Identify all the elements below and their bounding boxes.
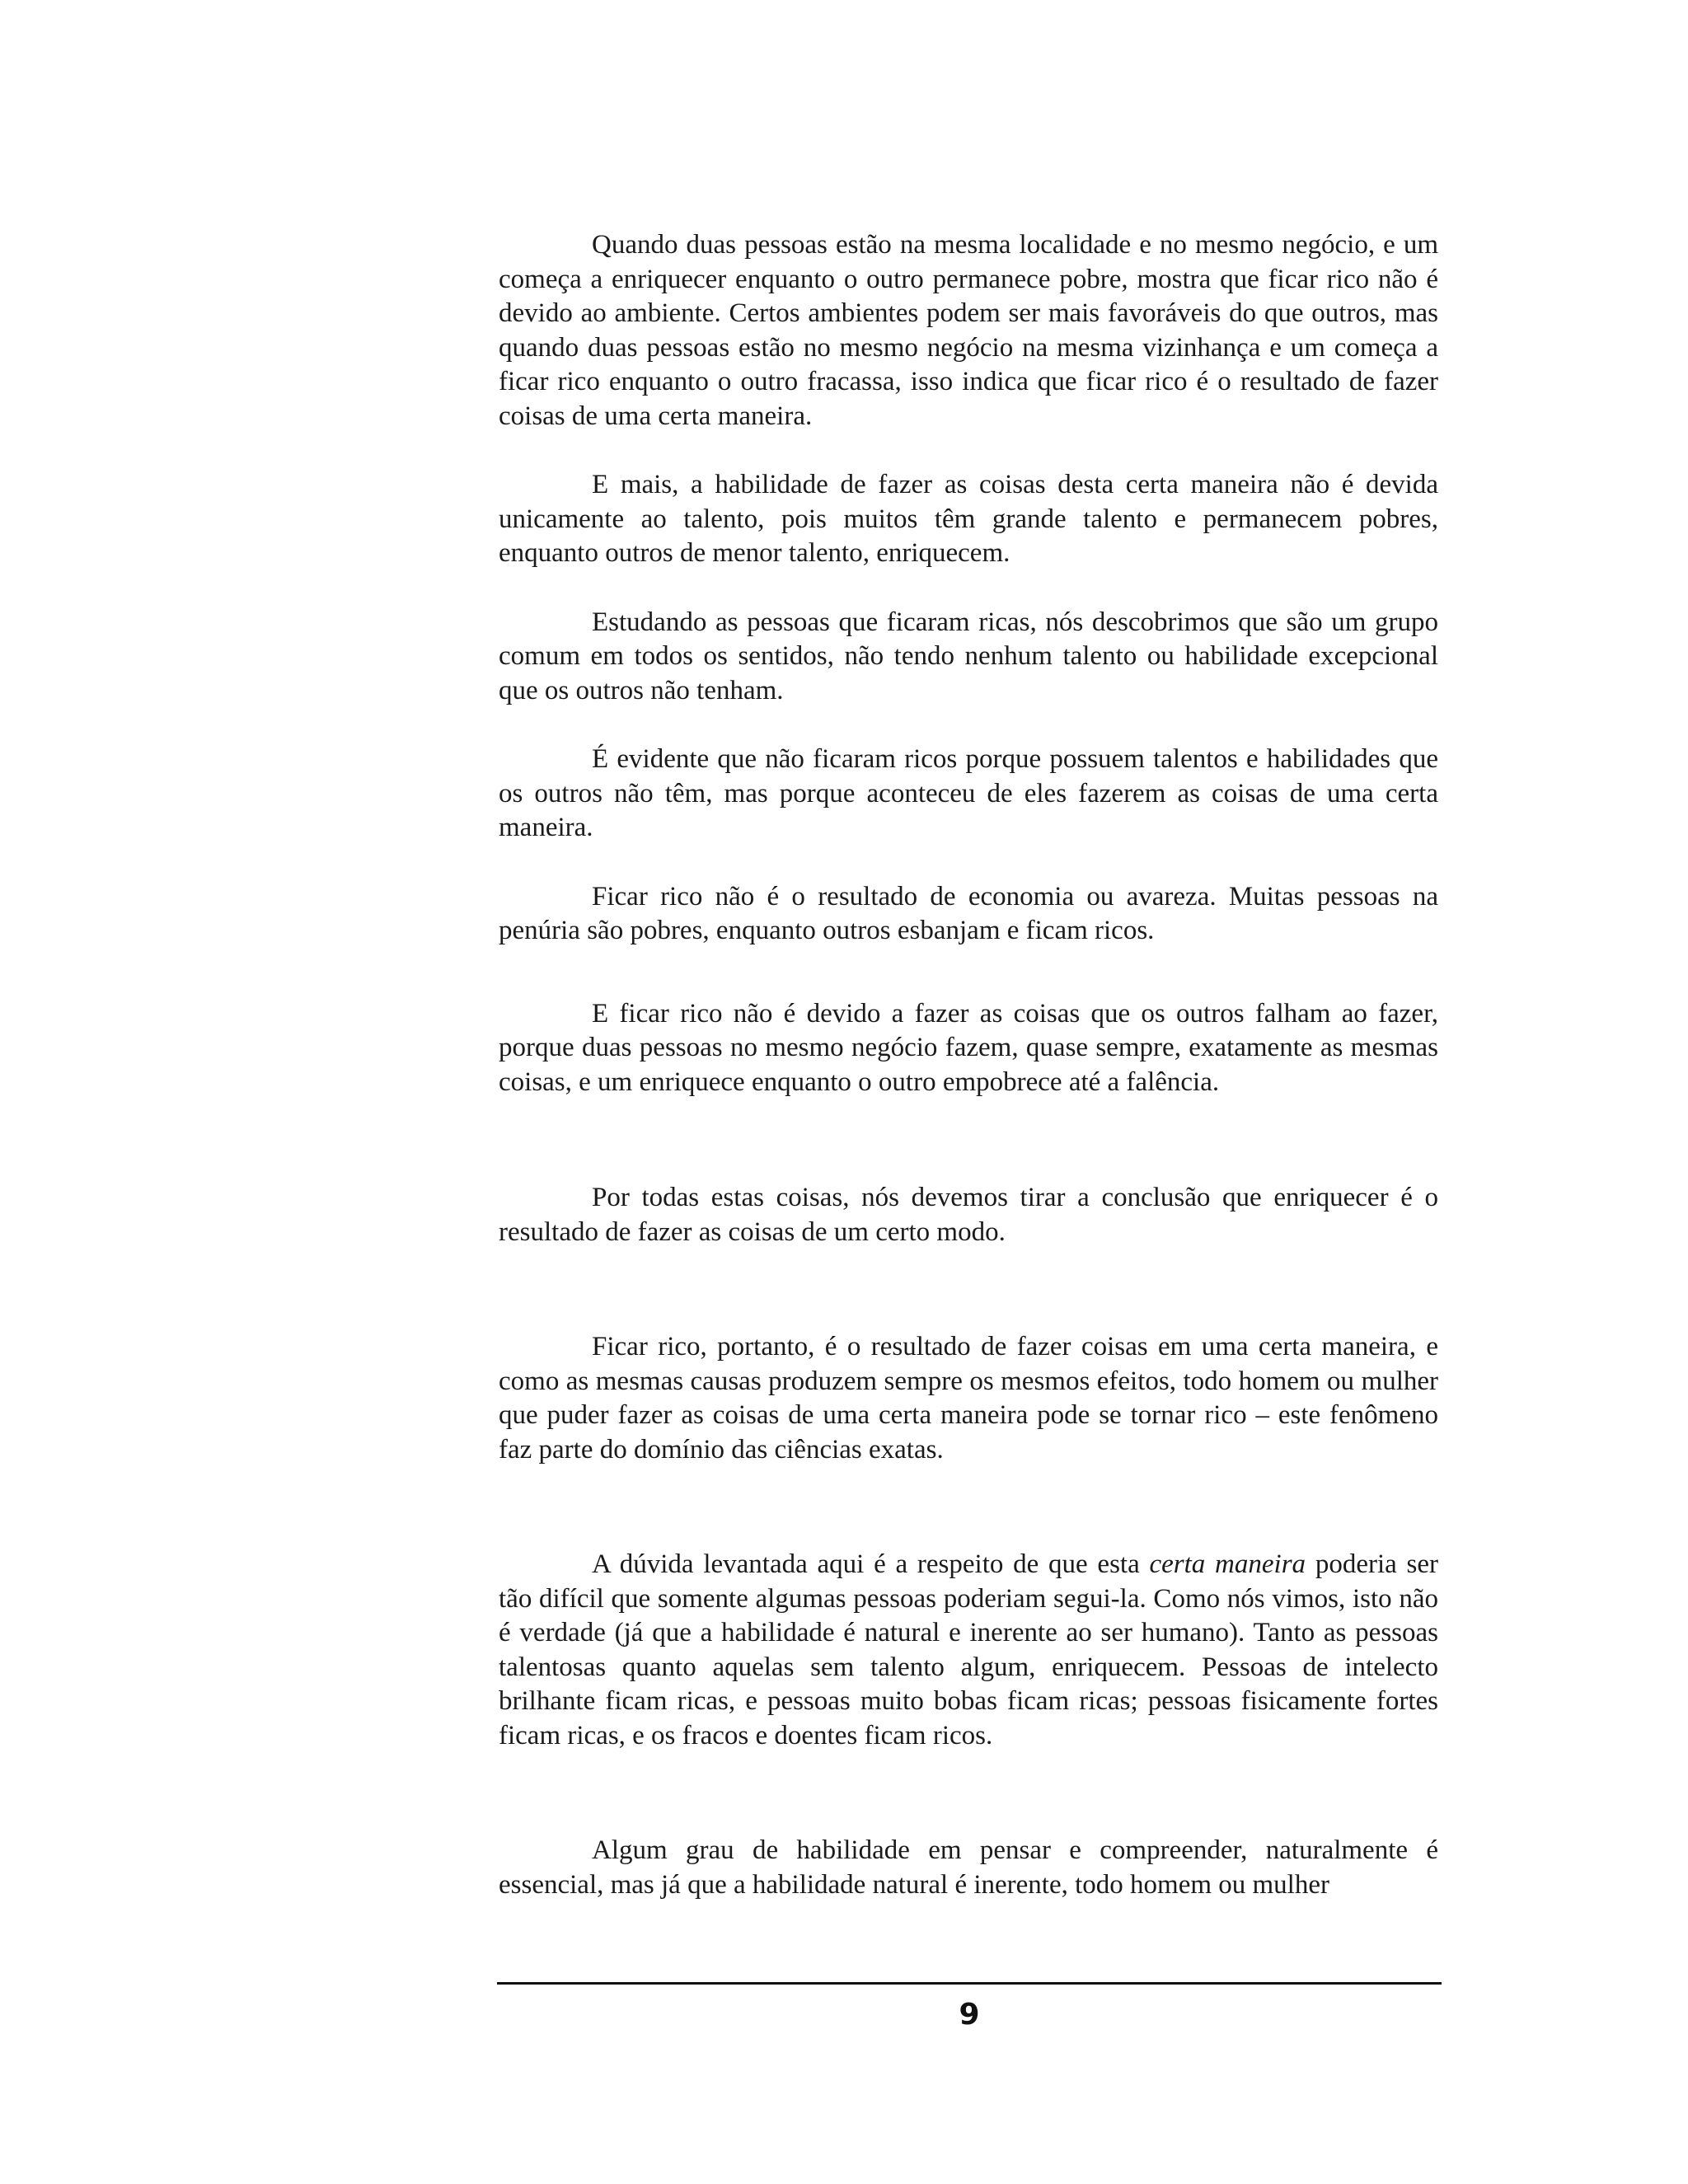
paragraph: Estudando as pessoas que ficaram ricas, nós descobrimos que são um grupo comum em todos os sentidos, não tendo nenhum talento ou habilidade excepcional que os outros não tenham.	[499, 607, 1438, 705]
paragraph-with-emphasis	[499, 1548, 1438, 1753]
paragraph: Por todas estas coisas, nós devemos tirar a conclusão que enriquecer é o resultado de fazer as coisas de um certo modo.	[499, 1183, 1438, 1247]
body-text	[499, 228, 1438, 1902]
paragraph: É evidente que não ficaram ricos porque possuem talentos e habilidades que os outros não têm, mas porque aconteceu de eles fazerem as coisas de uma certa maneira.	[499, 744, 1438, 842]
page-number: 9	[959, 1998, 980, 2032]
paragraph: Ficar rico não é o resultado de economia ou avareza. Muitas pessoas na penúria são pobres, enquanto outros esbanjam e ficam ricos.	[499, 881, 1438, 945]
paragraph-text: A dúvida levantada aqui é a respeito de que esta	[592, 1549, 1150, 1579]
paragraph-text: poderia ser tão difícil que somente algumas pessoas poderiam segui-la. Como nós vimos, isto não é verdade (já que a habilidade é natural e inerente ao ser humano). Tanto as pessoas talentosas quanto aquelas sem talento algum, enriquecem. Pessoas de intelecto brilhante ficam ricas, e pessoas muito bobas ficam ricas; pessoas fisicamente fortes ficam ricas, e os fracos e doentes ficam ricos.	[499, 1549, 1439, 1750]
paragraph: E mais, a habilidade de fazer as coisas desta certa maneira não é devida unicamente ao talento, pois muitos têm grande talento e permanecem pobres, enquanto outros de menor talento, enriquecem.	[499, 470, 1438, 568]
paragraph: Ficar rico, portanto, é o resultado de fazer coisas em uma certa maneira, e como as mesmas causas produzem sempre os mesmos efeitos, todo homem ou mulher que puder fazer as coisas de uma certa maneira pode se tornar rico – este fenômeno faz parte do domínio das ciências exatas.	[499, 1332, 1438, 1465]
paragraph: Quando duas pessoas estão na mesma localidade e no mesmo negócio, e um começa a enriquecer enquanto o outro permanece pobre, mostra que ficar rico não é devido ao ambiente. Certos ambientes podem ser mais favoráveis do que outros, mas quando duas pessoas estão no mesmo negócio na mesma vizinhança e um começa a ficar rico enquanto o outro fracassa, isso indica que ficar rico é o resultado de fazer coisas de uma certa maneira.	[499, 230, 1438, 431]
paragraph: E ficar rico não é devido a fazer as coisas que os outros falham ao fazer, porque duas pessoas no mesmo negócio fazem, quase sempre, exatamente as mesmas coisas, e um enriquece enquanto o outro empobrece até a falência.	[499, 998, 1438, 1097]
paragraph: Algum grau de habilidade em pensar e compreender, naturalmente é essencial, mas já que a habilidade natural é inerente, todo homem ou mulher	[499, 1835, 1438, 1900]
emphasis-text: certa maneira	[1149, 1549, 1306, 1579]
footer-rule	[497, 1982, 1442, 1985]
